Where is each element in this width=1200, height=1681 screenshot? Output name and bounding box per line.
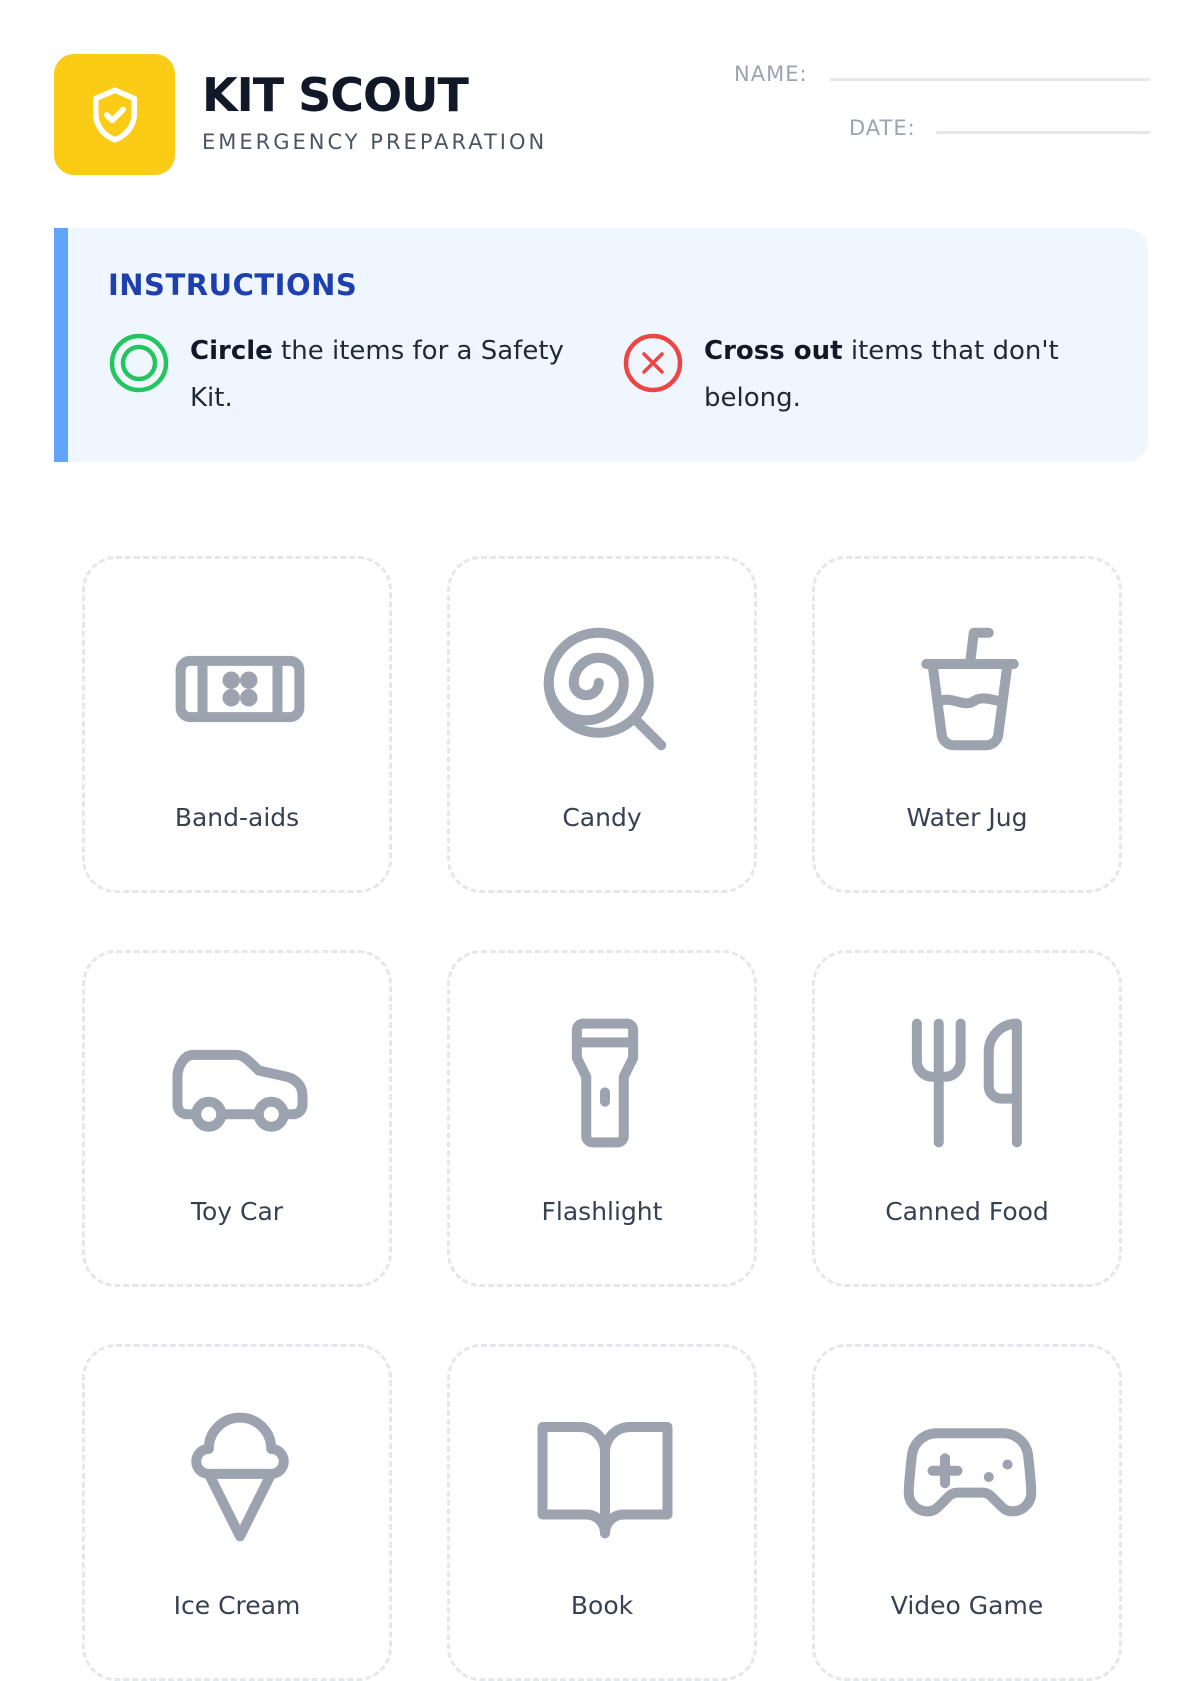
brand-title: KIT SCOUT bbox=[202, 68, 468, 122]
cross-keyword: Cross out bbox=[704, 336, 843, 366]
item-label: Band-aids bbox=[174, 803, 300, 832]
instructions-title: INSTRUCTIONS bbox=[108, 268, 358, 302]
gamepad-icon bbox=[895, 1402, 1045, 1552]
item-label: Canned Food bbox=[885, 1197, 1049, 1226]
car-icon bbox=[165, 1008, 315, 1158]
item-card[interactable] bbox=[82, 1344, 392, 1681]
item-label: Toy Car bbox=[190, 1197, 284, 1226]
item-card[interactable] bbox=[812, 556, 1122, 893]
brand-subtitle: EMERGENCY PREPARATION bbox=[202, 130, 548, 154]
cross-rest: items that don't belong. bbox=[704, 336, 1059, 413]
item-card[interactable] bbox=[812, 1344, 1122, 1681]
item-card[interactable] bbox=[447, 950, 757, 1287]
cup-with-straw-icon bbox=[895, 614, 1045, 764]
lollipop-icon bbox=[530, 614, 680, 764]
red-x-icon bbox=[622, 332, 684, 394]
name-label: NAME: bbox=[734, 62, 808, 86]
logo bbox=[54, 54, 175, 175]
item-card[interactable] bbox=[447, 1344, 757, 1681]
circle-instruction-text bbox=[190, 328, 580, 422]
item-card[interactable] bbox=[812, 950, 1122, 1287]
item-card[interactable] bbox=[447, 556, 757, 893]
shield-check-icon bbox=[82, 82, 148, 148]
item-label: Flashlight bbox=[541, 1197, 663, 1226]
item-label: Book bbox=[570, 1591, 634, 1620]
name-line[interactable] bbox=[830, 78, 1150, 81]
date-line[interactable] bbox=[936, 131, 1150, 134]
ice-cream-icon bbox=[165, 1402, 315, 1552]
date-label: DATE: bbox=[849, 116, 916, 140]
cross-instruction bbox=[622, 328, 1094, 422]
fork-knife-icon bbox=[895, 1008, 1045, 1158]
item-label: Ice Cream bbox=[173, 1591, 301, 1620]
item-label: Candy bbox=[562, 803, 642, 832]
instructions-panel bbox=[54, 228, 1148, 462]
circle-keyword: Circle bbox=[190, 336, 273, 366]
circle-rest: the items for a Safety Kit. bbox=[190, 336, 564, 413]
item-label: Water Jug bbox=[906, 803, 1028, 832]
cross-instruction-text bbox=[704, 328, 1094, 422]
circle-instruction bbox=[108, 328, 580, 422]
green-circle-icon bbox=[108, 332, 170, 394]
bandage-icon bbox=[165, 614, 315, 764]
item-card[interactable] bbox=[82, 556, 392, 893]
flashlight-icon bbox=[530, 1008, 680, 1158]
book-icon bbox=[530, 1402, 680, 1552]
item-label: Video Game bbox=[890, 1591, 1044, 1620]
item-card[interactable] bbox=[82, 950, 392, 1287]
